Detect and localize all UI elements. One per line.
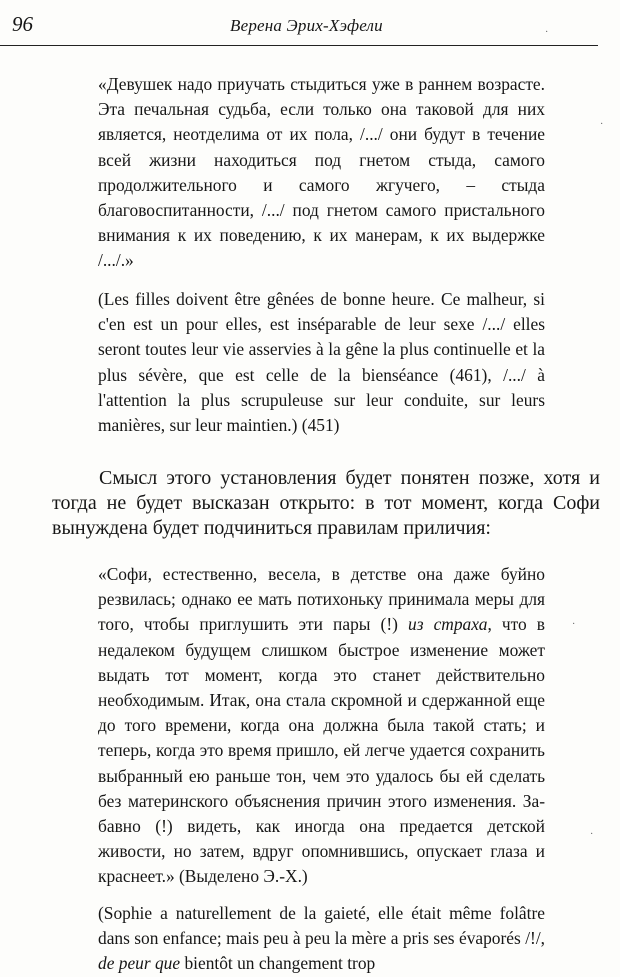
quote-russian-2 [98,562,545,890]
body-paragraph: Смысл этого установления будет понятен позже, хотя и тогда не будет высказан открыто: в тот момент, когда Софи вынуждена будет подчиниться правилам приличия: [52,467,600,539]
quote-russian-1: «Девушек надо приучать стыдиться уже в раннем возрасте. Эта печальная судьба, если только она таковой для них является, неотделима от их пола, /.../ они будут в течение всей жизни находиться под гнетом стыда, самого продолжительного и самого жгучего, – стыда благовоспитанности, /.../ под гнетом самого пристального внимания к их поведению, к их манерам, к их выдержке /.../.» [98,74,545,271]
scan-speck: · [600,119,604,130]
quote-french-1: (Les filles doivent être gênées de bonne heure. Ce malheur, si c'en est un pour elles, est inséparable de leur sexe /.../ elles seront toutes leur vie asservies à la gêne la plus continuelle et la plus sévère, que est celle de la bienséance (461), /.../ à l'attention la plus scrupuleuse sur leur conduite, sur leurs manières, sur leur maintien.) (451) [98,289,545,436]
quote-russian-2-part1: «Софи, естественно, весела, в детстве она даже буйно резвилась; однако ее мать потихоньку принимала меры для того, чтобы приглушить эти пары (!) [98,564,545,635]
quote-french-2-part1: (Sophie a naturellement de la gaieté, elle était même folâtre dans son enfance; mais peu à peu la mère a pris ses évaporés /!/, [98,903,545,949]
quote-french-2 [98,901,545,977]
quote-russian-2-emphasis: из страха [408,614,488,635]
quote-french-2-emphasis: de peur que [98,953,181,974]
header-rule [0,45,598,46]
page-number: 96 [12,12,33,36]
scan-speck: · [572,619,576,630]
quote-russian-2-part2: , что в недалеком будущем слишком быстрое изменение может выдать тот момент, когда это станет действительно необходимым. Итак, она стала скромной и сдержанной еще до того времени, когда она должна была такой стать; и теперь, когда это время пришло, ей легче удается сохранить выбранный ею раньше тон, чем это удалось бы ей сделать без материнского объяснения причин этого изменения. Забавно (!) видеть, как иногда она предается детской живости, но затем, вдруг опомнившись, опускает глаза и краснеет.» (Выделено Э.-Х.) [98,614,545,887]
running-title: Верена Эрих-Хэфели [230,16,383,35]
scan-speck: · [545,27,549,38]
quote-french-2-part2: bientôt un changement trop [180,953,376,974]
scan-speck: · [590,829,594,840]
